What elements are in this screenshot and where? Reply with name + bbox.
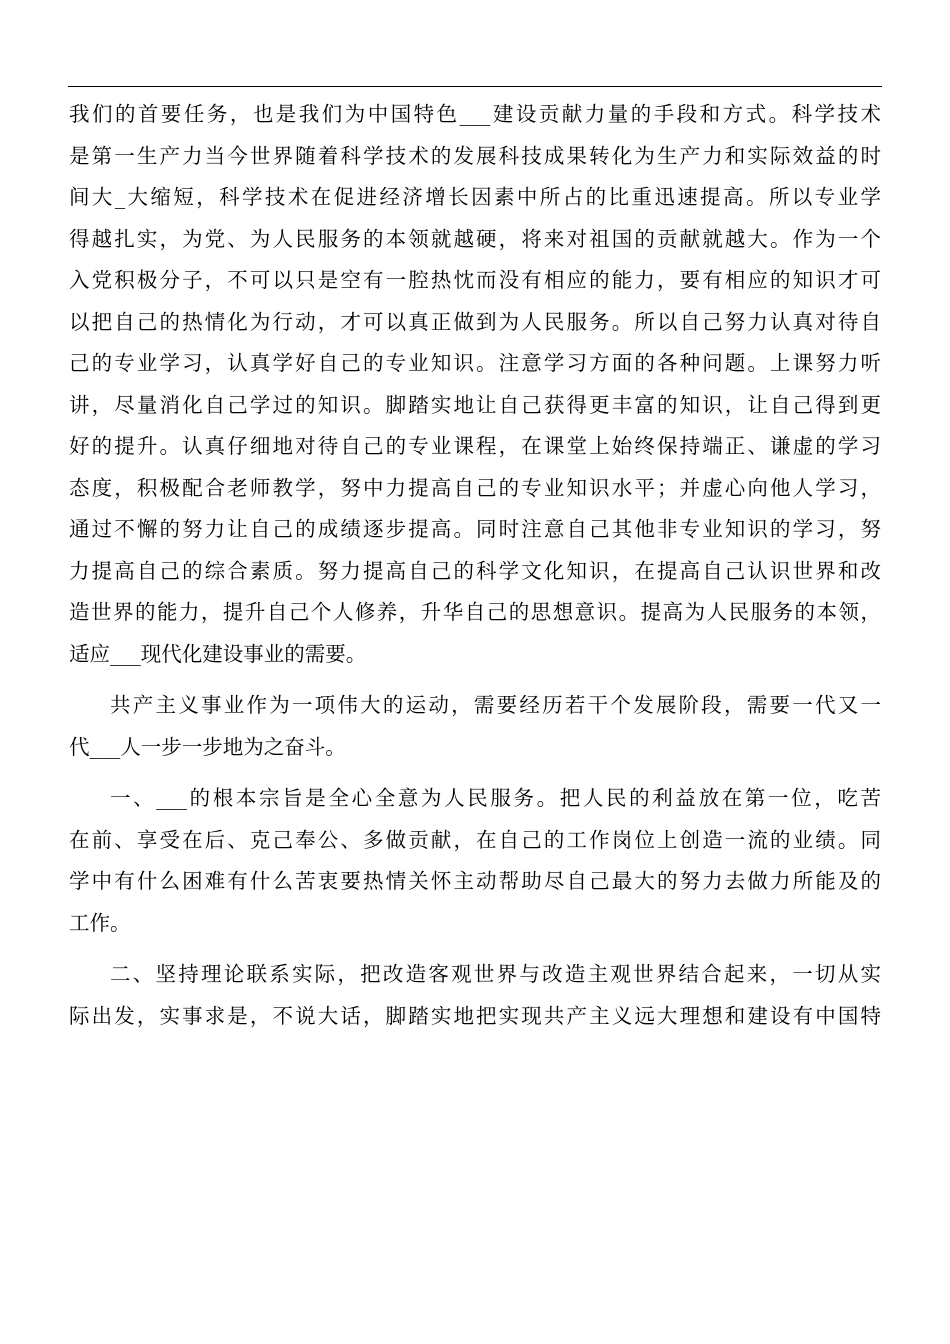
paragraph — [69, 685, 881, 768]
text-line: 力提高自己的综合素质。努力提高自己的科学文化知识，在提高自己认识世界和改 — [69, 558, 881, 583]
text-line: 态度，积极配合老师教学，努中力提高自己的专业知识水平；并虚心向他人学习， — [69, 475, 881, 500]
text-line: 学中有什么困难有什么苦衷要热情关怀主动帮助尽自己最大的努力去做力所能及的 — [69, 869, 881, 893]
text-line: 工作。 — [69, 910, 131, 935]
text-line: 代___人一步一步地为之奋斗。 — [69, 734, 346, 759]
text-line: 己的专业学习，认真学好自己的专业知识。注意学习方面的各种问题。上课努力听 — [69, 351, 881, 375]
paragraph — [69, 94, 881, 675]
paragraph — [69, 954, 881, 1037]
text-line: 是第一生产力当今世界随着科学技术的发展科技成果转化为生产力和实际效益的时 — [69, 143, 881, 168]
paragraph — [69, 778, 881, 944]
paragraph-gap — [69, 675, 881, 685]
header-rule — [68, 86, 882, 87]
text-line: 入党积极分子，不可以只是空有一腔热忱而没有相应的能力，要有相应的知识才可 — [69, 268, 881, 292]
paragraph-gap — [69, 768, 881, 778]
document-body — [69, 94, 881, 1037]
text-line: 际出发，实事求是，不说大话，脚踏实地把实现共产主义远大理想和建设有中国特 — [69, 1003, 881, 1028]
text-line: 一、___的根本宗旨是全心全意为人民服务。把人民的利益放在第一位，吃苦 — [110, 786, 881, 810]
text-line: 得越扎实，为党、为人民服务的本领就越硬，将来对祖国的贡献就越大。作为一个 — [69, 226, 881, 251]
text-line: 通过不懈的努力让自己的成绩逐步提高。同时注意自己其他非专业知识的学习，努 — [69, 517, 881, 541]
paragraph-gap — [69, 944, 881, 954]
text-line: 以把自己的热情化为行动，才可以真正做到为人民服务。所以自己努力认真对待自 — [69, 309, 881, 334]
text-line: 讲，尽量消化自己学过的知识。脚踏实地让自己获得更丰富的知识，让自己得到更 — [69, 392, 881, 417]
text-line: 我们的首要任务，也是我们为中国特色___建设贡献力量的手段和方式。科学技术 — [69, 102, 881, 126]
text-line: 适应___现代化建设事业的需要。 — [69, 641, 367, 666]
text-line: 在前、享受在后、克己奉公、多做贡献，在自己的工作岗位上创造一流的业绩。同 — [69, 827, 881, 852]
text-line: 间大_大缩短，科学技术在促进经济增长因素中所占的比重迅速提高。所以专业学 — [69, 185, 881, 209]
text-line: 造世界的能力，提升自己个人修养，升华自己的思想意识。提高为人民服务的本领， — [69, 600, 881, 624]
text-line: 二、坚持理论联系实际，把改造客观世界与改造主观世界结合起来，一切从实 — [110, 962, 881, 986]
text-line: 共产主义事业作为一项伟大的运动，需要经历若干个发展阶段，需要一代又一 — [110, 693, 881, 717]
text-line: 好的提升。认真仔细地对待自己的专业课程，在课堂上始终保持端正、谦虚的学习 — [69, 434, 881, 458]
